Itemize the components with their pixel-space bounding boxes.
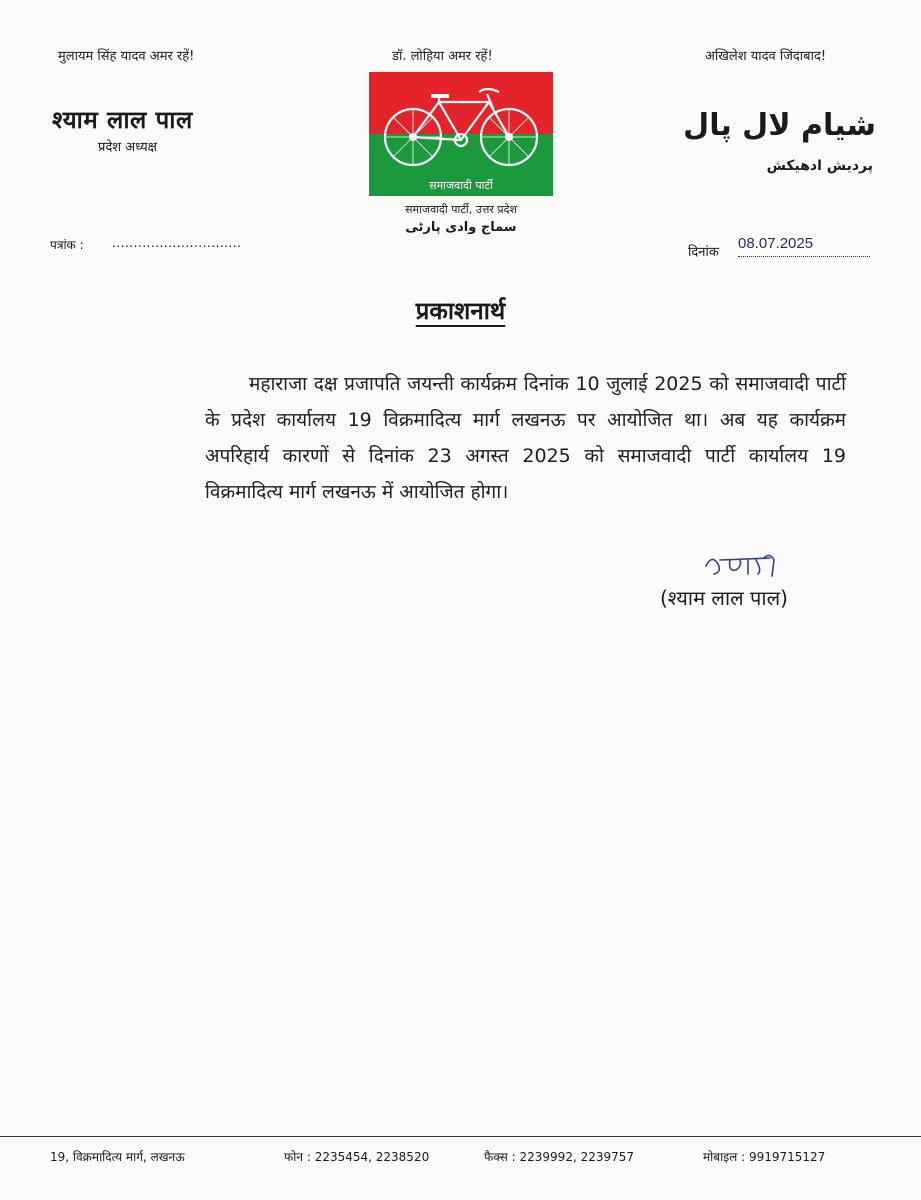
document-title-text: प्रकाशनार्थ — [415, 297, 506, 325]
flag-label: समाजवादी पार्टी — [429, 179, 493, 192]
party-flag-logo — [369, 72, 553, 196]
reference-label: पत्रांक : — [50, 238, 84, 252]
logo-urdu-name: سماج وادی پارٹی — [405, 220, 517, 235]
date-label: दिनांक — [688, 245, 719, 260]
slogan-center: डॉ. लोहिया अमर रहें! — [392, 49, 493, 64]
footer-address: 19, विक्रमादित्य मार्ग, लखनऊ — [50, 1150, 185, 1164]
footer-fax: फैक्स : 2239992, 2239757 — [484, 1150, 635, 1164]
logo-subtitle: समाजवादी पार्टी, उत्तर प्रदेश — [405, 203, 517, 216]
footer-divider — [0, 1136, 921, 1137]
sender-name-urdu: شیام لال پال — [683, 108, 876, 143]
footer-phone: फोन : 2235454, 2238520 — [284, 1150, 430, 1164]
reference-value: .............................. — [112, 236, 242, 250]
sender-designation-hindi: प्रदेश अध्यक्ष — [98, 140, 157, 155]
document-title — [0, 294, 921, 327]
date-value: 08.07.2025 — [738, 235, 814, 252]
flag-red-band — [369, 72, 553, 136]
footer-mobile: मोबाइल : 9919715127 — [703, 1150, 826, 1164]
slogan-left: मुलायम सिंह यादव अमर रहें! — [58, 49, 195, 64]
signatory-name: (श्याम लाल पाल) — [660, 586, 788, 610]
body-paragraph: महाराजा दक्ष प्रजापति जयन्ती कार्यक्रम दिनांक 10 जुलाई 2025 को समाजवादी पार्टी के प्रदेश कार्यालय 19 विक्रमादित्य मार्ग लखनऊ पर आयोजित था। अब यह कार्यक्रम अपरिहार्य कारणों से दिनांक 23 अगस्त 2025 को समाजवादी पार्टी कार्यालय 19 विक्रमादित्य मार्ग लखनऊ में आयोजित होगा। — [205, 373, 846, 503]
date-underline — [738, 256, 870, 257]
sender-designation-urdu: پردیش ادھیکش — [766, 158, 873, 174]
sender-name-hindi: श्याम लाल पाल — [52, 106, 193, 134]
slogan-right: अखिलेश यादव जिंदाबाद! — [705, 49, 827, 64]
